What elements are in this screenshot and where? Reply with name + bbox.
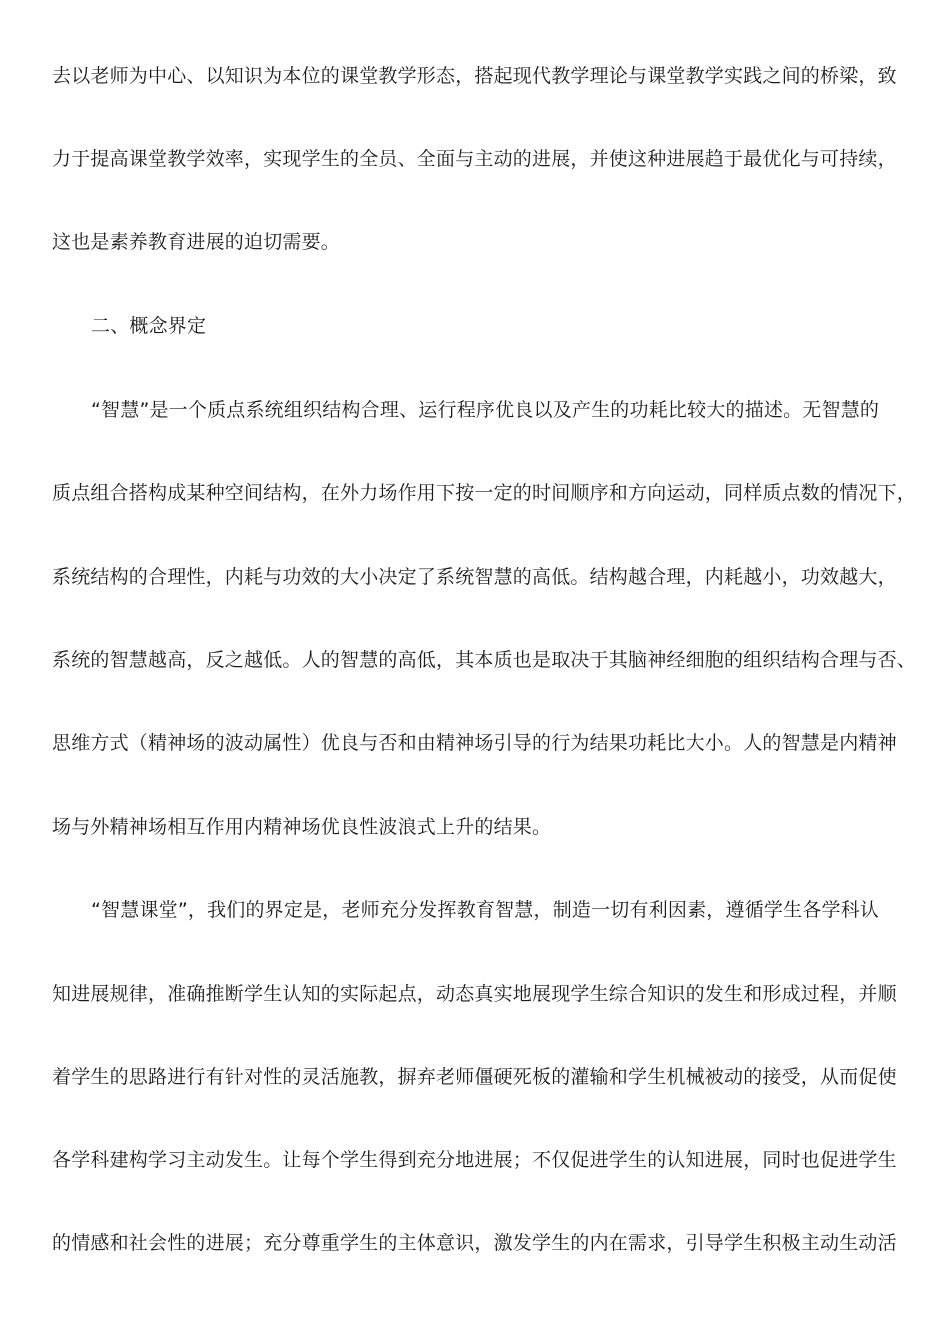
text-line: 知进展规律，准确推断学生认知的实际起点，动态真实地展现学生综合知识的发生和形成过程，并顺: [52, 983, 897, 1005]
text-line: 各学科建构学习主动发生。让每个学生得到充分地进展；不仅促进学生的认知进展，同时也促进学生: [52, 1149, 897, 1171]
section-heading: 二、概念界定: [91, 315, 207, 337]
text-line: 力于提高课堂教学效率，实现学生的全员、全面与主动的进展，并使这种进展趋于最优化与可持续，: [52, 148, 897, 170]
text-line: 场与外精神场相互作用内精神场优良性波浪式上升的结果。: [52, 816, 552, 838]
text-line: 这也是素养教育进展的迫切需要。: [52, 231, 341, 253]
text-line: 系统结构的合理性，内耗与功效的大小决定了系统智慧的高低。结构越合理，内耗越小，功效越大，: [52, 566, 897, 588]
text-line: 思维方式（精神场的波动属性）优良与否和由精神场引导的行为结果功耗比大小。人的智慧是内精神: [52, 732, 897, 754]
text-line: 质点组合搭构成某种空间结构，在外力场作用下按一定的时间顺序和方向运动，同样质点数的情况下，: [52, 482, 917, 504]
text-line: “智慧”是一个质点系统组织结构合理、运行程序优良以及产生的功耗比较大的描述。无智慧的: [91, 399, 880, 421]
text-line: 系统的智慧越高，反之越低。人的智慧的高低，其本质也是取决于其脑神经细胞的组织结构合理与否、: [52, 649, 917, 671]
text-line: 的情感和社会性的进展；充分尊重学生的主体意识，激发学生的内在需求，引导学生积极主动生动活: [52, 1232, 897, 1254]
text-line: 着学生的思路进行有针对性的灵活施教，摒弃老师僵硬死板的灌输和学生机械被动的接受，从而促使: [52, 1066, 897, 1088]
text-line: 去以老师为中心、以知识为本位的课堂教学形态，搭起现代教学理论与课堂教学实践之间的桥梁，致: [52, 65, 897, 87]
text-line: “智慧课堂”，我们的界定是，老师充分发挥教育智慧，制造一切有利因素，遵循学生各学科认: [91, 899, 880, 921]
